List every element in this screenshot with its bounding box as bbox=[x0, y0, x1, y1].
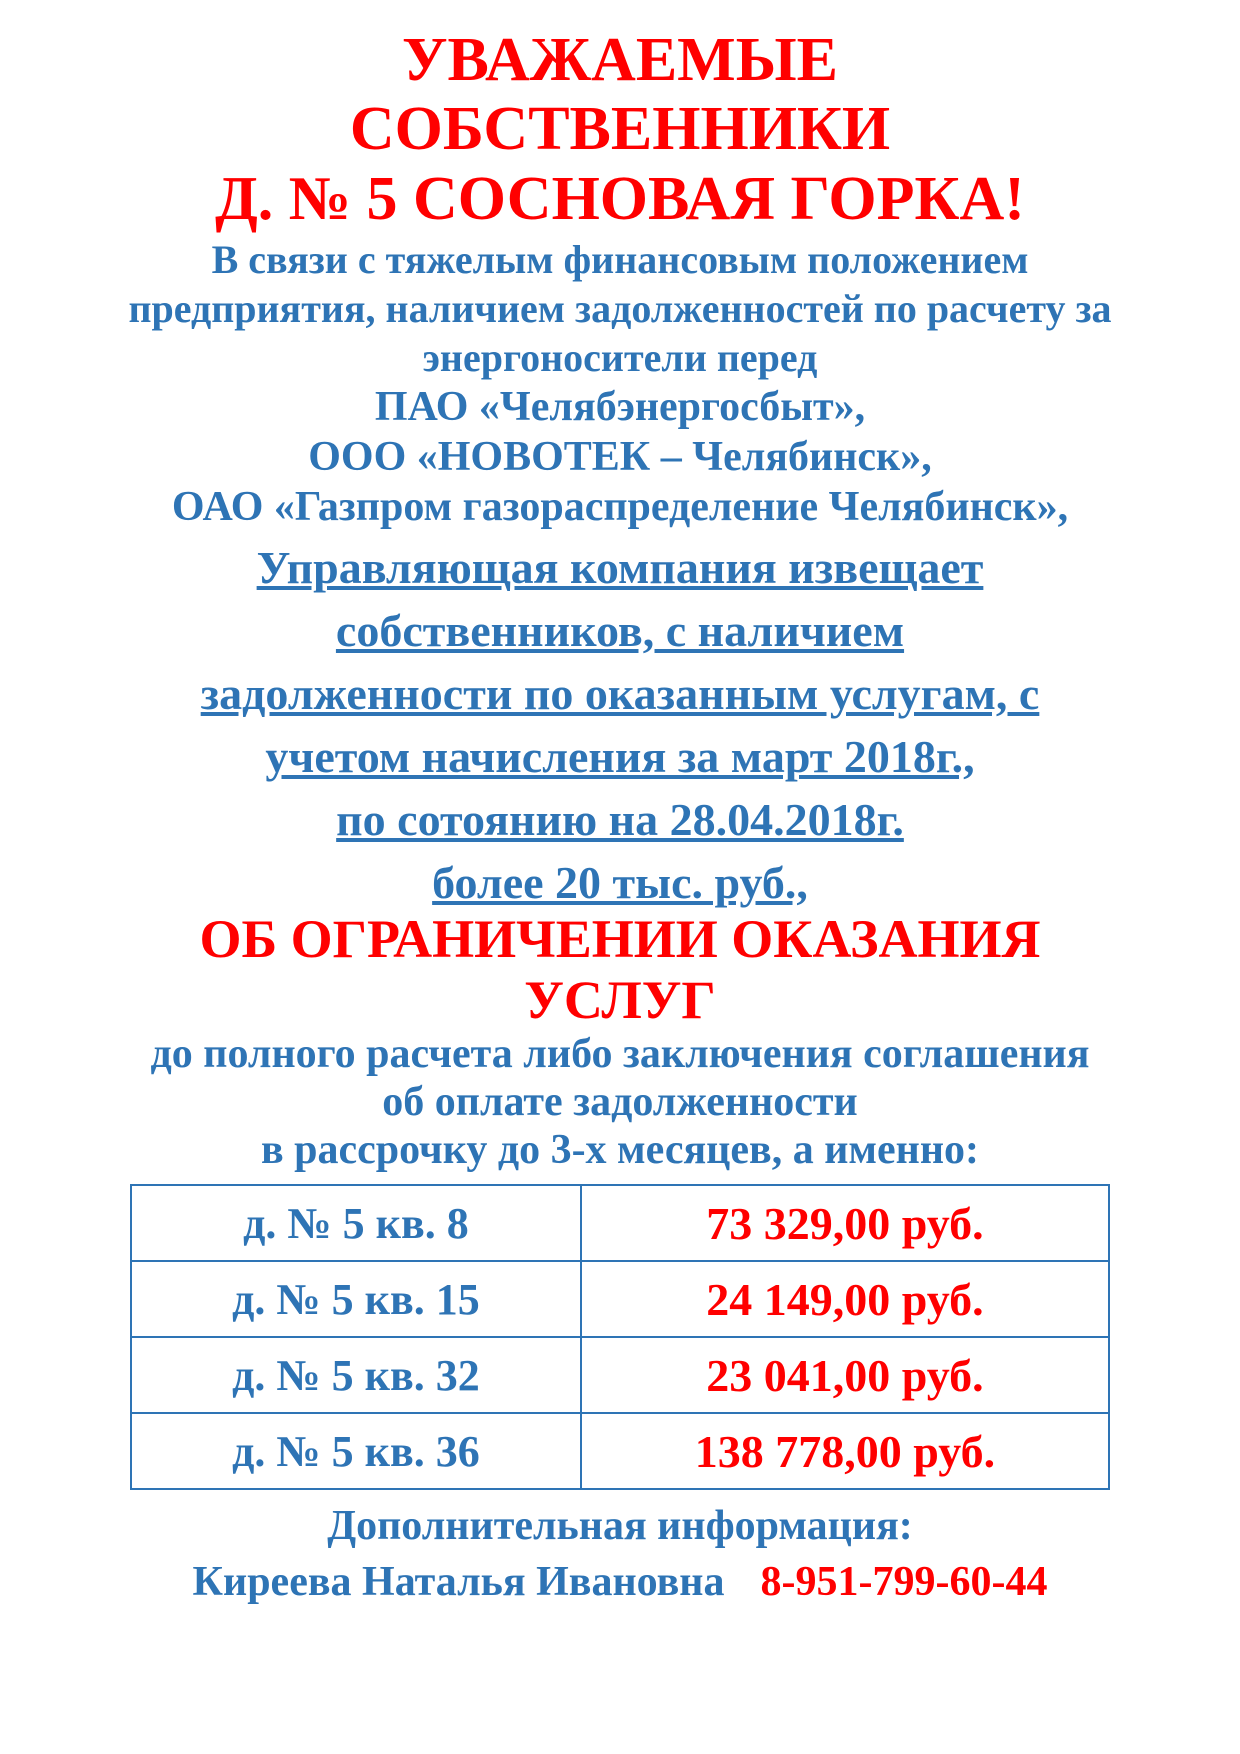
table-cell-amount: 23 041,00 руб. bbox=[581, 1337, 1109, 1413]
intro-line-4: ПАО «Челябэнергосбыт», bbox=[374, 384, 866, 431]
restriction-heading bbox=[62, 909, 1178, 1030]
table-cell-apartment: д. № 5 кв. 32 bbox=[131, 1337, 581, 1413]
table-cell-apartment: д. № 5 кв. 15 bbox=[131, 1261, 581, 1337]
table-row bbox=[131, 1337, 1109, 1413]
conditions-line-1: до полного расчета либо заключения соглашения bbox=[150, 1031, 1090, 1078]
notice-line-4: учетом начисления за март 2018г., bbox=[265, 731, 975, 783]
intro-line-3: энергоносители перед bbox=[422, 335, 818, 381]
title-line-2: СОБСТВЕННИКИ bbox=[349, 95, 891, 164]
restriction-heading-line-2: УСЛУГ bbox=[524, 969, 716, 1030]
intro-line-5: ООО «НОВОТЕК – Челябинск», bbox=[308, 434, 932, 481]
notice-line-3: задолженности по оказанным услугам, с bbox=[200, 668, 1040, 720]
additional-info-label: Дополнительная информация: bbox=[327, 1503, 913, 1550]
footer-contact-block bbox=[62, 1502, 1178, 1606]
intro-line-6: ОАО «Газпром газораспределение Челябинск», bbox=[171, 484, 1069, 531]
intro-paragraph bbox=[62, 236, 1178, 531]
intro-line-1: В связи с тяжелым финансовым положением bbox=[211, 237, 1029, 283]
table-cell-amount: 138 778,00 руб. bbox=[581, 1413, 1109, 1489]
page-title bbox=[62, 26, 1178, 234]
contact-phone-number[interactable]: 8-951-799-60-44 bbox=[760, 1559, 1048, 1606]
table-cell-apartment: д. № 5 кв. 8 bbox=[131, 1185, 581, 1261]
table-row bbox=[131, 1185, 1109, 1261]
notice-line-1: Управляющая компания извещает bbox=[256, 542, 984, 594]
restriction-heading-line-1: ОБ ОГРАНИЧЕНИИ ОКАЗАНИЯ bbox=[199, 909, 1041, 970]
intro-line-2: предприятия, наличием задолженностей по расчету за bbox=[128, 286, 1112, 332]
debt-table bbox=[130, 1184, 1110, 1490]
table-row bbox=[131, 1261, 1109, 1337]
title-line-3: Д. № 5 СОСНОВАЯ ГОРКА! bbox=[215, 164, 1025, 233]
table-cell-amount: 24 149,00 руб. bbox=[581, 1261, 1109, 1337]
contact-row bbox=[62, 1558, 1178, 1606]
table-cell-apartment: д. № 5 кв. 36 bbox=[131, 1413, 581, 1489]
conditions-line-3: в рассрочку до 3-х месяцев, а именно: bbox=[260, 1127, 980, 1174]
notice-line-2: собственников, с наличием bbox=[335, 605, 905, 657]
notice-line-5: по сотоянию на 28.04.2018г. bbox=[336, 794, 904, 846]
conditions-line-2: об оплате задолженности bbox=[382, 1079, 858, 1126]
contact-person-name: Киреева Наталья Ивановна bbox=[192, 1559, 725, 1606]
notice-line-6: более 20 тыс. руб., bbox=[432, 857, 808, 909]
table-cell-amount: 73 329,00 руб. bbox=[581, 1185, 1109, 1261]
conditions-paragraph bbox=[62, 1030, 1178, 1174]
notice-paragraph bbox=[62, 541, 1178, 909]
title-line-1: УВАЖАЕМЫЕ bbox=[402, 26, 838, 94]
table-row bbox=[131, 1413, 1109, 1489]
